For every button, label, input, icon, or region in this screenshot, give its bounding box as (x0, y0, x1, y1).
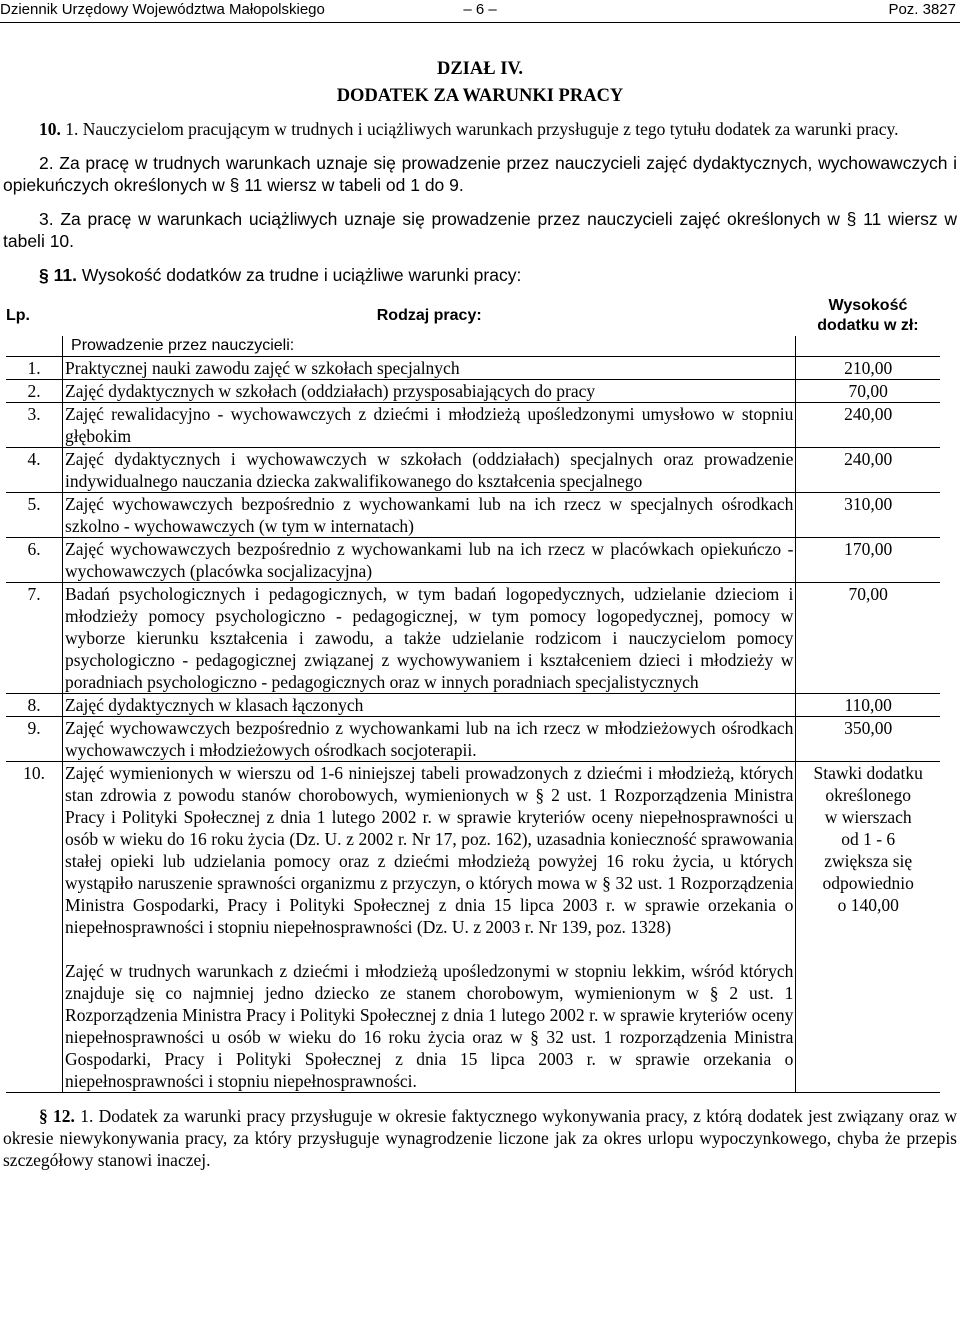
row-number: 1. (6, 357, 63, 380)
table-header-row (6, 296, 940, 336)
row-value (796, 762, 940, 1093)
row-number: 9. (6, 717, 63, 762)
row-description: Zajęć dydaktycznych i wychowawczych w szkołach (oddziałach) specjalnych oraz prowadzenie indywidualnego nauczania dziecka zakwalifikowanego do kształcenia specjalnego (63, 448, 796, 493)
column-header-amount: Wysokość dodatku w zł: (817, 297, 919, 334)
position-number: Poz. 3827 (888, 1, 956, 18)
paragraph-10-3: 3. Za pracę w warunkach uciążliwych uznaje się prowadzenie przez nauczycieli zajęć określonych w § 11 wiersz w tabeli 10. (3, 209, 957, 251)
table-row (6, 380, 940, 403)
value-line: od 1 - 6 (841, 829, 896, 849)
paragraph-number: § 12. (39, 1106, 75, 1126)
paragraph-number: 10. (39, 119, 61, 139)
table-subheader-row (6, 336, 940, 357)
page-header (0, 0, 960, 23)
document-body (3, 56, 957, 1171)
table-row (6, 493, 940, 538)
value-line: Stawki dodatku (813, 763, 923, 783)
row-description: Praktycznej nauki zawodu zajęć w szkołach specjalnych (63, 357, 796, 380)
table-row (6, 762, 940, 1093)
journal-title: Dziennik Urzędowy Województwa Małopolskiego (0, 1, 325, 18)
row-number: 10. (6, 762, 63, 1093)
paragraph-11: § 11. Wysokość dodatków za trudne i uciążliwe warunki pracy: (39, 265, 522, 285)
row-number: 5. (6, 493, 63, 538)
value-line: odpowiednio (822, 873, 914, 893)
table-row (6, 694, 940, 717)
row-description: Zajęć dydaktycznych w szkołach (oddziałach) przysposabiających do pracy (63, 380, 796, 403)
page-number: – 6 – (463, 1, 497, 18)
paragraph-12: § 12. 1. Dodatek za warunki pracy przysługuje w okresie faktycznego wykonywania pracy, z którą dodatek jest związany oraz w okresie niewykonywania pracy, za który przysługuje wynagrodzenie liczone jak za okres urlopu wypoczynkowego, chyba że przepis szczegółowy stanowi inaczej. (3, 1106, 958, 1170)
subheader-label: Prowadzenie przez nauczycieli: (63, 336, 796, 357)
value-line: zwiększa się (824, 851, 913, 871)
row-description: Zajęć wychowawczych bezpośrednio z wychowankami lub na ich rzecz w placówkach opiekuńczo - wychowawczych (placówka socjalizacyjna) (63, 538, 796, 583)
row-description: Zajęć wychowawczych bezpośrednio z wychowankami lub na ich rzecz w specjalnych ośrodkach szkolno - wychowawczych (w tym w internatach) (63, 493, 796, 538)
row-value: 240,00 (796, 403, 940, 448)
row-value: 70,00 (796, 583, 940, 694)
row-description: Badań psychologicznych i pedagogicznych, w tym badań logopedycznych, udzielanie dzieciom i młodzieży pomocy psychologiczno - pedagogicznej, w tym pomocy logopedycznej, pomocy w wyborze kierunku kształcenia i zawodu, a także udzielanie rodzicom i nauczycielom pomocy psychologiczno - pedagogicznej związanej z wychowywaniem i kształceniem dzieci i młodzieży w poradniach psychologiczno - pedagogicznych oraz w innych poradniach specjalistycznych (63, 583, 796, 694)
section-title: DZIAŁ IV. (436, 59, 524, 79)
section-subtitle: DODATEK ZA WARUNKI PRACY (336, 86, 624, 106)
table-row (6, 403, 940, 448)
row-value: 240,00 (796, 448, 940, 493)
value-line: określonego (825, 785, 911, 805)
row-description: Zajęć wychowawczych bezpośrednio z wychowankami lub na ich rzecz w młodzieżowych ośrodkach wychowawczych i młodzieżowych ośrodkach socjoterapii. (63, 717, 796, 762)
row-description: Zajęć rewalidacyjno - wychowawczych z dziećmi i młodzieżą upośledzonymi umysłowo w stopniu głębokim (63, 403, 796, 448)
row-number: 8. (6, 694, 63, 717)
row-number: 4. (6, 448, 63, 493)
row-value: 210,00 (796, 357, 940, 380)
row-value: 70,00 (796, 380, 940, 403)
value-line: w wierszach (824, 807, 912, 827)
row-number: 7. (6, 583, 63, 694)
table-row (6, 448, 940, 493)
row-description: Zajęć wymienionych w wierszu od 1-6 niniejszej tabeli prowadzonych z dziećmi i młodzieżą, których stan zdrowia z powodu stanów chorobowych, wymienionych w § 2 ust. 1 Rozporządzenia Ministra Pracy i Polityki Społecznej z dnia 1 lutego 2002 r. w sprawie kryteriów oceny niepełnosprawności u osób w wieku do 16 roku życia (Dz. U. z 2002 r. Nr 17, poz. 162), uzasadnia konieczność sprawowania stałej opieki lub udzielania pomocy oraz z dziećmi młodzieżą powyżej 16 roku życia, u których wystąpiło naruszenie sprawności organizmu z przyczyn, o których mowa w § 32 ust. 1 Rozporządzenia Ministra Gospodarki, Pracy i Polityki Społecznej z dnia 15 lipca 2003 r. w sprawie orzekania o niepełnosprawności i stopniu niepełnosprawności (Dz. U. z 2003 r. Nr 139, poz. 1328) Zajęć w trudnych warunkach z dziećmi i młodzieżą upośledzonymi w stopniu lekkim, wśród których znajduje się co najmniej jedno dziecko ze stanem chorobowym, wymienionym w § 2 ust. 1 Rozporządzenia Ministra Pracy i Polityki Społecznej z dnia 1 lutego 2002 r. w sprawie kryteriów oceny niepełnosprawności u osób w wieku do 16 roku życia oraz w § 32 ust. 1 rozporządzenia Ministra Gospodarki, Pracy i Polityki Społecznej z dnia 15 lipca 2003 r. w sprawie orzekania o niepełnosprawności i stopniu niepełnosprawności. (63, 762, 796, 1093)
row-description: Zajęć dydaktycznych w klasach łączonych (63, 694, 796, 717)
row-number: 2. (6, 380, 63, 403)
row-value: 310,00 (796, 493, 940, 538)
row-value: 110,00 (796, 694, 940, 717)
row-value: 350,00 (796, 717, 940, 762)
allowance-table (6, 296, 940, 1093)
table-row (6, 538, 940, 583)
row-number: 3. (6, 403, 63, 448)
table-row (6, 357, 940, 380)
paragraph-number: § 11. (39, 265, 77, 285)
row-value: 170,00 (796, 538, 940, 583)
column-header-lp: Lp. (6, 307, 30, 324)
value-line: o 140,00 (837, 895, 899, 915)
paragraph-10-1: 10. 1. Nauczycielom pracującym w trudnych i uciążliwych warunkach przysługuje z tego tytułu dodatek za warunki pracy. (39, 119, 899, 139)
column-header-type: Rodzaj pracy: (376, 307, 482, 324)
table-row (6, 583, 940, 694)
table-body (6, 357, 940, 762)
paragraph-10-2: 2. Za pracę w trudnych warunkach uznaje się prowadzenie przez nauczycieli zajęć dydaktycznych, wychowawczych i opiekuńczych określonych w § 11 wiersz w tabeli od 1 do 9. (3, 153, 957, 195)
row-number: 6. (6, 538, 63, 583)
table-row (6, 717, 940, 762)
